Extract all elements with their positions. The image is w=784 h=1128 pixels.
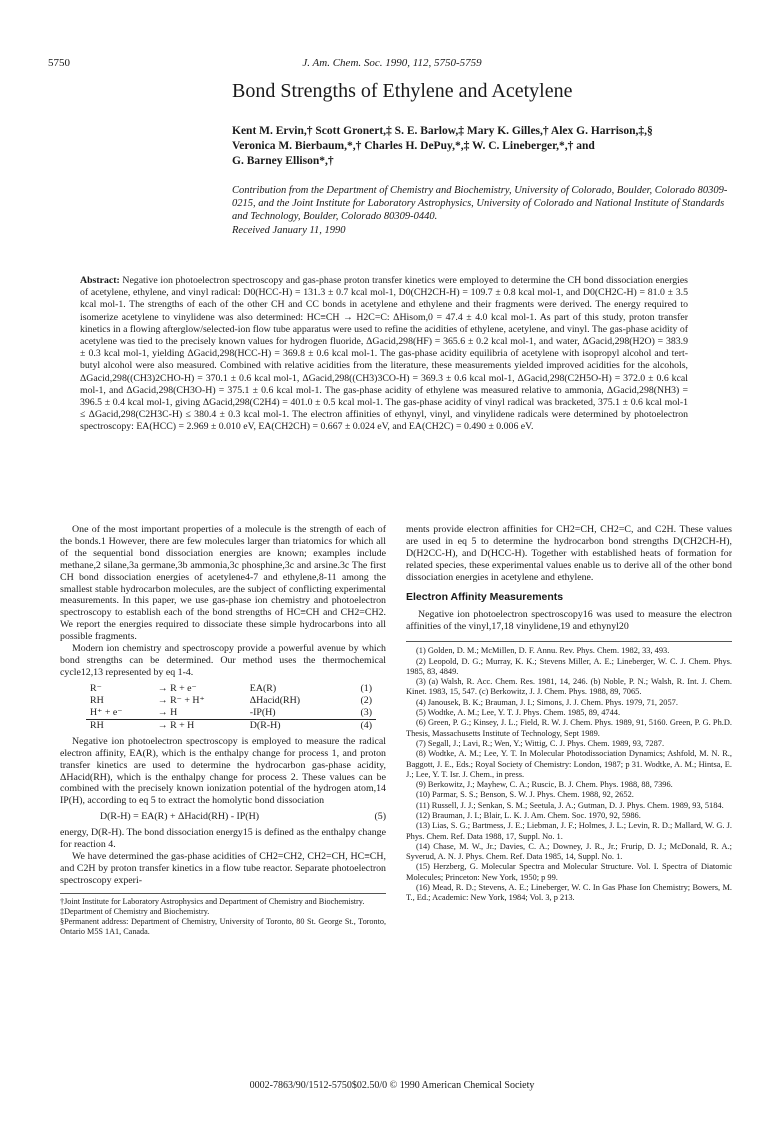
reference: (2) Leopold, D. G.; Murray, K. K.; Stevens Miller, A. E.; Lineberger, W. C. J. Chem. Phys. 1985, 83, 4849. bbox=[406, 656, 732, 676]
footnote: †Joint Institute for Laboratory Astrophysics and Department of Chemistry and Biochemistry. bbox=[60, 896, 365, 906]
body-paragraph: ments provide electron affinities for CH2=CH, CH2=C, and C2H. These values are used in eq 5 to determine the hydrocarbon bond strengths D(CH2CH-H), D(H2CC-H), and D(HCC-H). Together with established heats of formation for related species, these experimental values enable us to derive all of the other bond dissociation energies in acetylene and ethylene. bbox=[406, 524, 732, 583]
equation-row bbox=[86, 683, 376, 695]
page-number: 5750 bbox=[48, 57, 70, 69]
page-footer: 0002-7863/90/1512-5750$02.50/0 © 1990 American Chemical Society bbox=[249, 1080, 535, 1091]
article-title: Bond Strengths of Ethylene and Acetylene bbox=[232, 80, 573, 102]
reference: (3) (a) Walsh, R. Acc. Chem. Res. 1981, 14, 246. (b) Noble, P. N.; Walsh, R. Int. J. Chem. Kinet. 1983, 15, 547. (c) Berkowitz, J. J. Chem. Phys. 1988, 89, 7065. bbox=[406, 677, 732, 697]
abstract-label: Abstract: bbox=[80, 275, 120, 286]
equation-row bbox=[86, 707, 376, 720]
reference: (12) Brauman, J. I.; Blair, L. K. J. Am. Chem. Soc. 1970, 92, 5986. bbox=[416, 811, 641, 820]
author-line: Veronica M. Bierbaum,*,† Charles H. DePuy,*,‡ W. C. Lineberger,*,† and bbox=[232, 140, 595, 152]
reference: (14) Chase, M. W., Jr.; Davies, C. A.; Downey, J. R., Jr.; Frurip, D. J.; McDonald, R. A.; Syverud, A. N. J. Phys. Chem. Ref. Data 1985, 14, Suppl. No. 1. bbox=[406, 841, 732, 862]
received-date: Received January 11, 1990 bbox=[232, 224, 346, 236]
reference: (9) Berkowitz, J.; Mayhew, C. A.; Ruscic, B. J. Chem. Phys. 1988, 88, 7396. bbox=[416, 780, 673, 790]
equation-table bbox=[86, 683, 376, 732]
body-paragraph: Negative ion photoelectron spectroscopy16 was used to measure the electron affinities of the vinyl,17,18 vinylidene,19 and ethynyl20 bbox=[406, 609, 732, 633]
eq-lhs: H⁺ + e⁻ bbox=[90, 706, 123, 718]
equation-row bbox=[86, 719, 376, 732]
eq-lhs: RH bbox=[90, 694, 104, 706]
abstract bbox=[80, 275, 688, 434]
eq-rhs: → R + H bbox=[154, 719, 246, 732]
affiliation-block bbox=[232, 184, 732, 237]
reference: (6) Green, P. G.; Kinsey, J. L.; Field, R. W. J. Chem. Phys. 1989, 91, 5160. Green, P. G. Ph.D. Thesis, Massachusetts Institute of Technology, Sept 1989. bbox=[406, 718, 732, 738]
footnote: ‡Department of Chemistry and Biochemistry. bbox=[60, 906, 210, 916]
reference: (15) Herzberg, G. Molecular Spectra and Molecular Structure. Vol. I. Spectra of Diatomic Molecules; Princeton: New York, 1950; p 99. bbox=[406, 862, 732, 882]
footnote: §Permanent address: Department of Chemistry, University of Toronto, 80 St. George St., Toronto, Ontario M5S 1A1, Canada. bbox=[60, 916, 386, 936]
reference: (10) Parmar, S. S.; Benson, S. W. J. Phys. Chem. 1988, 92, 2652. bbox=[416, 790, 634, 800]
eq-number: (3) bbox=[360, 706, 372, 718]
eq-number: (1) bbox=[360, 682, 372, 694]
reference: (5) Wodtke, A. M.; Lee, Y. T. J. Phys. Chem. 1985, 89, 4744. bbox=[416, 708, 621, 718]
abstract-text: Negative ion photoelectron spectroscopy and gas-phase proton transfer kinetics were employed to determine the CH bond dissociation energies of acetylene, ethylene, and vinyl radical: D0(HCC-H) = 131.3 ± 0.7 kcal mol-1, D0(CH2CH-H) = 109.7 ± 0.8 kcal mol-1, and D0(CH2C-H) = 81.0 ± 3.5 kcal mol-1. The strengths of each of the other CH and CC bonds in acetylene and ethylene and their fragments were derived. The energy required to isomerize acetylene to vinylidene was also determined: HC≡CH → H2C=C: ΔHisom,0 = 47.4 ± 4.0 kcal mol-1. As part of this study, proton transfer kinetics in a flowing afterglow/selected-ion flow tube apparatus were used to refine the acidities of ethylene, acetylene, and vinyl. The gas-phase acidity of acetylene was tied to the precisely known values for hydrogen fluoride, ΔGacid,298(HF) = 365.6 ± 0.2 kcal mol-1, and water, ΔGacid,298(H2O) = 383.9 ± 0.3 kcal mol-1, yielding ΔGacid,298(HCC-H) = 369.8 ± 0.6 kcal mol-1. The gas-phase acidity equilibria of acetylene with isopropyl alcohol and tert-butyl alcohol were also measured. Combined with relative acidities from the literature, these measurements yielded improved acidities for the alcohols, ΔGacid,298((CH3)2CHO-H) = 370.1 ± 0.6 kcal mol-1, ΔGacid,298((CH3)3CO-H) = 369.3 ± 0.6 kcal mol-1, ΔGacid,298(C2H5O-H) = 372.0 ± 0.6 kcal mol-1, and ΔGacid,298(CH3O-H) = 375.1 ± 0.6 kcal mol-1. The gas-phase acidity of ethylene was measured relative to ammonia, ΔGacid,298(NH3) = 396.5 ± 0.4 kcal mol-1, giving ΔGacid,298(C2H4) = 401.0 ± 0.5 kcal mol-1. The gas-phase acidity of vinyl radical was bracketed, 375.1 ± 0.6 kcal mol-1 ≤ ΔGacid,298(C2H3C-H) ≤ 380.4 ± 0.3 kcal mol-1. The electron affinities of ethynyl, vinyl, and vinylidene radicals were determined by photoelectron spectroscopy: EA(HCC) = 2.969 ± 0.010 eV, EA(CH2CH) = 0.667 ± 0.024 eV, and EA(CH2C) = 0.490 ± 0.006 eV. bbox=[80, 275, 688, 433]
eq-quantity: D(R-H) bbox=[246, 719, 344, 732]
reference: (8) Wodtke, A. M.; Lee, Y. T. In Molecular Photodissociation Dynamics; Ashfold, M. N. R., Baggott, J. E., Eds.; Royal Society of Chemistry: London, 1987; p 31. Wodtke, A. M.; Hintsa, E. J.; Lee, Y. T. Isr. J. Chem., in press. bbox=[406, 749, 732, 779]
eq-rhs: → H bbox=[157, 706, 178, 718]
body-paragraph: We have determined the gas-phase acidities of CH2=CH2, CH2=CH, HC≡CH, and C2H by proton transfer kinetics in a flow tube reactor. Separate photoelectron spectroscopy experi- bbox=[60, 850, 386, 886]
right-column bbox=[406, 524, 732, 904]
eq-lhs: RH bbox=[86, 719, 154, 732]
eq-rhs: → R⁻ + H⁺ bbox=[157, 694, 205, 706]
body-paragraph: One of the most important properties of a molecule is the strength of each of the bonds.1 However, there are few molecules larger than triatomics for which all of the sequential bond dissociation energies are known; examples include methane,2 silane,3a germane,3b ammonia,3c phosphine,3c and arsine.3c The first CH bond dissociation energies of acetylene4-7 and ethylene,8-11 among the smallest stable hydrocarbon molecules, are the subject of conflicting experimental measurements. In this paper, we use gas-phase ion chemistry and photoelectron spectroscopy to establish each of the bond strengths of HC≡CH and CH2=CH2. We report the energies required to dissociate these simple hydrocarbons into all possible fragments. bbox=[60, 524, 386, 643]
reference: (1) Golden, D. M.; McMillen, D. F. Annu. Rev. Phys. Chem. 1982, 33, 493. bbox=[416, 646, 670, 656]
journal-citation: J. Am. Chem. Soc. 1990, 112, 5750-5759 bbox=[302, 57, 482, 69]
left-column bbox=[60, 524, 386, 937]
eq-rhs: → R + e⁻ bbox=[157, 682, 197, 694]
equation-5 bbox=[100, 811, 386, 823]
author-line: Kent M. Ervin,† Scott Gronert,‡ S. E. Barlow,‡ Mary K. Gilles,† Alex G. Harrison,‡,§ bbox=[232, 125, 653, 137]
eq-quantity: EA(R) bbox=[249, 682, 277, 694]
author-line: G. Barney Ellison*,† bbox=[232, 155, 334, 167]
eq-lhs: R⁻ bbox=[90, 682, 102, 694]
reference: (16) Mead, R. D.; Stevens, A. E.; Lineberger, W. C. In Gas Phase Ion Chemistry; Bowers, M. T., Ed.; Academic: New York, 1984; Vol. 3, p 213. bbox=[406, 883, 732, 903]
body-paragraph: Negative ion photoelectron spectroscopy is employed to measure the radical electron affinity, EA(R), which is the enthalpy change for process 1, and proton transfer kinetics are used to determine the hydrocarbon gas-phase acidity, ΔHacid(RH), which is the enthalpy change for process 2. These values can be combined with the precisely known ionization potential of the hydrogen atom,14 IP(H), according to eq 5 to extract the homolytic bond dissociation bbox=[60, 735, 386, 807]
reference: (13) Lias, S. G.; Bartmess, J. E.; Liebman, J. F.; Holmes, J. L.; Levin, R. D.; Mallard, W. G. J. Phys. Chem. Ref. Data 1988, 17, Suppl. No. 1. bbox=[406, 821, 732, 841]
eq5-formula: D(R-H) = EA(R) + ΔHacid(RH) - IP(H) bbox=[100, 811, 259, 823]
affiliation: Contribution from the Department of Chemistry and Biochemistry, University of Colorado, Boulder, Colorado 80309-0215, and the Joint Institute for Laboratory Astrophysics, University of Colorado and National Institute of Standards and Technology, Boulder, Colorado 80309-0440. bbox=[232, 185, 728, 223]
eq-number: (4) bbox=[343, 719, 376, 732]
reference: (11) Russell, J. J.; Senkan, S. M.; Seetula, J. A.; Gutman, D. J. Phys. Chem. 1989, 93, 5184. bbox=[416, 800, 724, 810]
reference-list bbox=[406, 641, 732, 903]
eq-quantity: ΔHacid(RH) bbox=[249, 694, 301, 706]
footnotes bbox=[60, 893, 386, 937]
section-heading: Electron Affinity Measurements bbox=[406, 590, 564, 603]
eq-number: (2) bbox=[360, 694, 372, 706]
body-paragraph: energy, D(R-H). The bond dissociation energy15 is defined as the enthalpy change for reaction 4. bbox=[60, 827, 386, 851]
body-paragraph: Modern ion chemistry and spectroscopy provide a powerful avenue by which bond strengths can be determined. Our method uses the thermochemical cycle12,13 represented by eq 1-4. bbox=[60, 643, 386, 678]
author-list bbox=[232, 124, 732, 169]
equation-row bbox=[86, 695, 376, 707]
eq-quantity: -IP(H) bbox=[249, 706, 276, 718]
reference: (7) Segall, J.; Lavi, R.; Wen, Y.; Wittig, C. J. Phys. Chem. 1989, 93, 7287. bbox=[416, 738, 665, 748]
eq5-number: (5) bbox=[374, 811, 386, 823]
reference: (4) Janousek, B. K.; Brauman, J. I.; Simons, J. J. Chem. Phys. 1979, 71, 2057. bbox=[416, 697, 678, 707]
